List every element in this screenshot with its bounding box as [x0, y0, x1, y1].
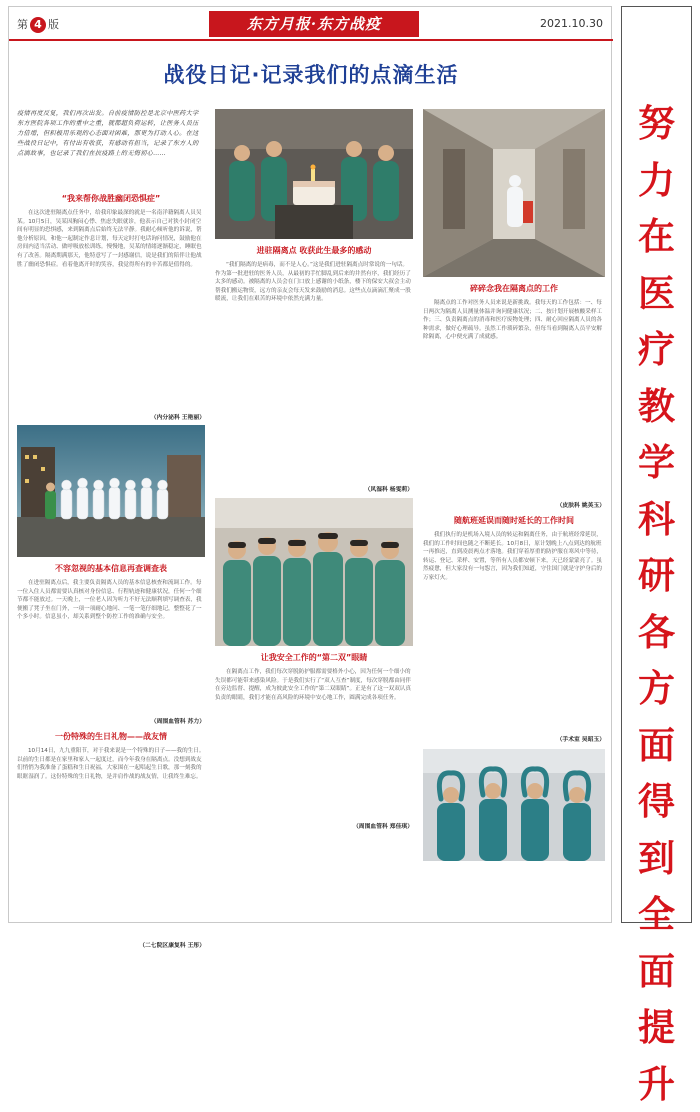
photo-corridor-worker — [423, 109, 605, 277]
article-byline: （二七院区康复科 王彤） — [139, 943, 205, 949]
article-body: 在隔离点工作，我们每次穿脱防护服都需要格外小心，因为任何一个细小的失误都可能带来感染风险。于是我们实行了“双人互查”制度，每次穿脱都由同伴在旁边监督、提醒，成为彼此安全工作的“第二双眼睛”。正是有了这一双双认真负责的眼睛，我们才能在高风险的环境中安心地工作，圆满完成各项任务。 — [215, 669, 411, 701]
column-left — [17, 103, 205, 949]
column-middle — [215, 103, 413, 914]
article-body: “我们隔离的是病毒，而不是人心。”这是我们进驻隔离点时常说的一句话。作为第一批进驻的医务人员，从最初的手忙脚乱到后来的井然有序，我们经历了太多的感动。被隔离的人员会在门口放上感谢的小纸条，楼下的保安大叔会主动帮我们搬运物资，远方的亲友会每天发来鼓励的消息。这些点点滴滴汇聚成一股暖流，让我们在艰苦的环境中依然充满力量。 — [215, 262, 411, 303]
article-byline: （周围血管科 郑佳琪） — [353, 824, 413, 830]
article-body: 隔离点的工作对医务人员来说是新挑战。我每天的工作包括：一、每日两次为隔离人员测量体温并询问健康状况；二、按计划开展核酸采样工作；三、负责隔离点的消毒和医疗废物处理；四、耐心回应隔离人员的各种需求，做好心理疏导。虽然工作琐碎繁杂，但每当看到隔离人员平安解除隔离，心中便充满了成就感。 — [423, 300, 603, 341]
article-body: 在进驻隔离点后，我主要负责隔离人员的基本信息核查和流调工作。每一位入住人员都需要认真核对身份信息、行程轨迹和健康状况，任何一个细节都不能放过。一天晚上，一位老人因为听力不好无法顺利填写调查表，我便搬了凳子坐在门外，一项一项耐心地问、一笔一笔仔细地记，整整花了一个多小时。信息虽小，却关系到整个防控工作的准确与安全。 — [17, 580, 202, 621]
photo-team-building — [17, 425, 205, 557]
vertical-slogan-panel — [621, 6, 692, 1106]
article-title: 让我安全工作的“第二双”眼睛 — [260, 653, 368, 662]
article-title: 随航班延误而随时延长的工作时间 — [454, 516, 574, 525]
page-title: 战役日记·记录我们的点滴生活 — [163, 63, 459, 87]
photo-birthday-cake — [215, 109, 413, 239]
section-banner: 东方月报·东方战疫 — [209, 11, 419, 37]
article-byline: （周围血管科 苏力） — [150, 719, 205, 725]
newspaper-page — [8, 6, 612, 949]
vertical-slogan: 努力在医疗教学科研各方面得到全面提升 — [638, 101, 675, 1106]
article-byline: （风湿科 杨雯莉） — [364, 487, 413, 493]
article-title: 碎碎念我在隔离点的工作 — [470, 284, 558, 293]
article-body: 在这次进驻隔离点任务中，给我印象最深的就是一名南洋籍隔离人员吴某。10月5日，吴某因胸闷心悸、焦虑失眠就诊，他表示自己对狭小封闭空间有明显的恐惧感，来到隔离点后始终无法平静。我耐心倾听他的诉说，帮他分析原因，和他一起制定作息计划，每天定时打电话询问情况，鼓励他在房间内适当活动、做呼吸放松训练。慢慢地，吴某的情绪逐渐稳定，睡眠也有了改善。隔离期满那天，他特意写了一封感谢信，说是我们的陪伴让他战胜了幽闭恐惧症。看着他离开时的笑容，我觉得所有的辛苦都是值得的。 — [17, 210, 202, 268]
article-byline: （内分泌科 王艳丽） — [150, 415, 205, 421]
article-title: 进驻隔离点 收获此生最多的感动 — [256, 246, 372, 255]
article-byline: （皮肤科 姚英玉） — [556, 503, 605, 509]
page-number-badge: 4 — [30, 17, 46, 33]
article-byline: （手术室 吴昭玉） — [556, 737, 605, 743]
photo-heart-gesture — [423, 749, 605, 861]
page-number: 第 4 版 — [17, 18, 59, 31]
photo-team-group — [215, 498, 413, 646]
article-body: 10月14日，九九重阳节，对于我来说是一个特殊的日子——我的生日。以前的生日都是在家里和家人一起度过，而今年我身在隔离点。没想到战友们悄悄为我准备了蛋糕和生日祝福，大家围在一起唱起生日歌，那一刻我的眼眶湿润了。这份特殊的生日礼物，是并肩作战的战友情，让我终生难忘。 — [17, 748, 205, 780]
article-title: 一份特殊的生日礼物——战友情 — [55, 732, 167, 741]
column-right — [423, 103, 605, 914]
article-body: 我们执行的是机场入境人员的转运和隔离任务，由于航班经常延误，我们的工作时间也随之不断延长。10月8日，原计划晚上八点到达的航班一再推迟，直到凌晨两点才落地。我们穿着厚重的防护服在寒风中等待，转运、登记、采样、安置，等所有人员都安顿下来，天已经蒙蒙亮了。虽然疲惫，但大家没有一句怨言，因为我们知道，守住国门就是守护身后的万家灯火。 — [423, 532, 603, 581]
article-title: 不容忽视的基本信息再查调查表 — [55, 564, 167, 573]
masthead — [9, 7, 613, 41]
intro-paragraph: 疫情再度反复，我们再次出发。自前疫情防控是北京中医药大学东方医院各项工作的重中之重，就都超负荷运转，让医务人员压力倍增，但积极用乐观的心态面对困难，那更为打动人心。在这些战役日记中，有付出有收获，有感动有担当，记录了东方人的点滴故事，也记录了我们在抗疫路上的无悔初心…… — [17, 110, 199, 157]
article-title: “我来帮你战胜幽闭恐惧症” — [61, 194, 161, 203]
publication-date: 2021.10.30 — [540, 17, 603, 30]
